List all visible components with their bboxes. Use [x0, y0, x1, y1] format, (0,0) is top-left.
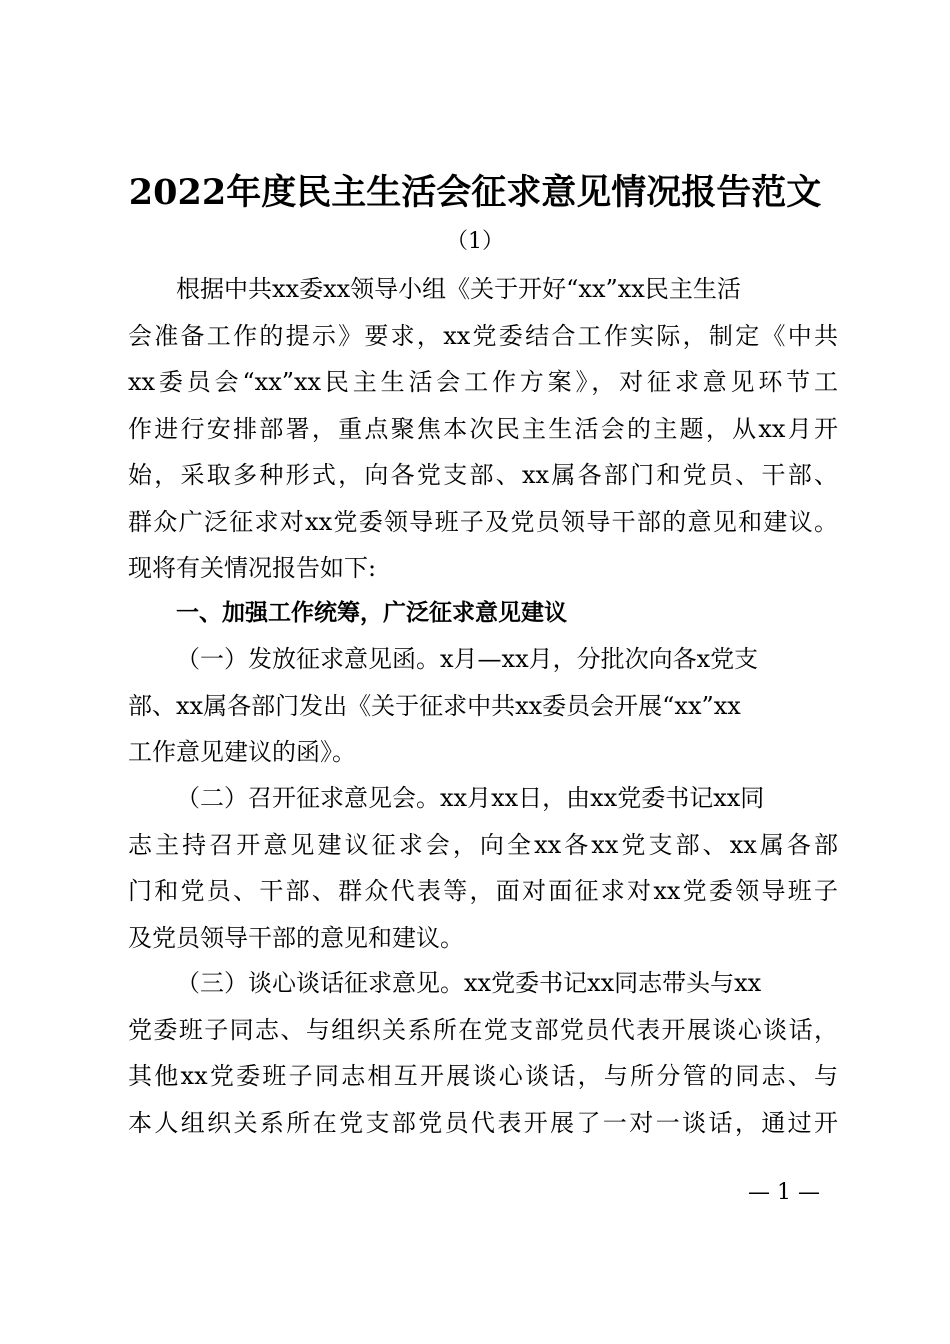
paragraph-line: 党委班子同志、与组织关系所在党支部党员代表开展谈心谈话， — [128, 1015, 838, 1044]
paragraph-line: 现将有关情况报告如下: — [128, 554, 377, 582]
paragraph-line: xx委员会“xx”xx民主生活会工作方案》，对征求意见环节工 — [128, 368, 838, 396]
paragraph-line: 工作意见建议的函》。 — [128, 738, 356, 766]
paragraph-line: 志主持召开意见建议征求会，向全xx各xx党支部、xx属各部 — [128, 830, 838, 859]
paragraph-line: （二）召开征求意见会。xx月xx日，由xx党委书记xx同 — [176, 784, 765, 812]
paragraph-line: （三）谈心谈话征求意见。xx党委书记xx同志带头与xx — [176, 969, 762, 997]
paragraph-line: 根据中共xx委xx领导小组《关于开好“xx”xx民主生活 — [176, 275, 741, 303]
section-heading-block — [128, 590, 838, 637]
paragraph-line: 其他xx党委班子同志相互开展谈心谈话，与所分管的同志、与 — [128, 1062, 838, 1090]
paragraph-line: 始，采取多种形式，向各党支部、xx属各部门和党员、干部、 — [128, 461, 838, 489]
intro-paragraph — [128, 266, 838, 592]
document-title: 2022年度民主生活会征求意见情况报告范文 — [128, 172, 822, 213]
paragraph-line: 本人组织关系所在党支部党员代表开展了一对一谈话，通过开 — [128, 1108, 838, 1137]
paragraph-line: （一）发放征求意见函。x月—xx月，分批次向各x党支 — [176, 645, 759, 673]
section-heading: 一、加强工作统筹，广泛征求意见建议 — [176, 600, 567, 626]
paragraph-line: 门和党员、干部、群众代表等，面对面征求对xx党委领导班子 — [128, 877, 838, 905]
paragraph-line: 群众广泛征求对xx党委领导班子及党员领导干部的意见和建议。 — [128, 507, 838, 536]
page-number: — 1 — — [748, 1180, 820, 1205]
paragraph-line: 会准备工作的提示》要求，xx党委结合工作实际，制定《中共 — [128, 321, 838, 350]
paragraph-line: 部、xx属各部门发出《关于征求中共xx委员会开展“xx”xx — [128, 691, 741, 720]
document-subtitle: （1） — [446, 229, 504, 254]
paragraph-3 — [128, 960, 838, 1146]
paragraph-1 — [128, 636, 838, 776]
paragraph-line: 及党员领导干部的意见和建议。 — [128, 923, 464, 952]
paragraph-2 — [128, 775, 838, 961]
paragraph-line: 作进行安排部署，重点聚焦本次民主生活会的主题，从xx月开 — [128, 414, 838, 443]
